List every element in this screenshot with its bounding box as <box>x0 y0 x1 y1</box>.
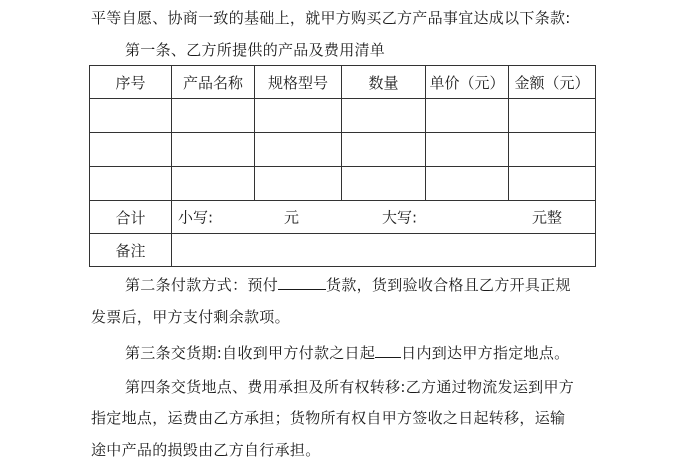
intro-text: 平等自愿、协商一致的基础上，就甲方购买乙方产品事宜达成以下条款: <box>91 9 571 27</box>
table-row <box>90 99 596 133</box>
remark-cell <box>172 234 596 267</box>
header-spec-model: 规格型号 <box>255 66 342 99</box>
table-cell <box>426 99 509 133</box>
total-row <box>90 201 596 234</box>
article3-line <box>125 342 569 363</box>
article1-title: 第一条、乙方所提供的产品及费用清单 <box>125 41 386 59</box>
upper-amount-unit: 元整 <box>532 208 563 227</box>
table-row <box>90 133 596 167</box>
article2-prefix: 第二条付款方式：预付 <box>125 276 279 294</box>
table-cell <box>426 167 509 201</box>
article4-line2: 指定地点，运费由乙方承担；货物所有权自甲方签收之日起转移，运输 <box>91 409 566 427</box>
table-cell <box>255 167 342 201</box>
header-amount: 金额（元） <box>509 66 596 99</box>
table-cell <box>90 99 172 133</box>
header-product-name: 产品名称 <box>172 66 255 99</box>
table-cell <box>172 133 255 167</box>
article4-line1: 第四条交货地点、费用承担及所有权转移:乙方通过物流发运到甲方 <box>125 378 575 396</box>
table-cell <box>342 133 426 167</box>
table-cell <box>342 167 426 201</box>
remark-label: 备注 <box>90 234 172 267</box>
table-cell <box>426 133 509 167</box>
lower-amount-unit: 元 <box>284 208 300 227</box>
article3-prefix: 第三条交货期:自收到甲方付款之日起 <box>125 344 376 362</box>
table-cell <box>172 167 255 201</box>
table-cell <box>509 167 596 201</box>
prepay-blank <box>278 275 326 290</box>
header-serial: 序号 <box>90 66 172 99</box>
header-unit-price: 单价（元） <box>426 66 509 99</box>
lower-amount-label: 小写: <box>178 208 214 227</box>
remark-row <box>90 234 596 267</box>
table-cell <box>90 133 172 167</box>
table-cell <box>509 99 596 133</box>
table-header-row <box>90 66 596 99</box>
header-quantity: 数量 <box>342 66 426 99</box>
table-cell <box>90 167 172 201</box>
total-amount-cell <box>172 201 596 234</box>
table-cell <box>255 133 342 167</box>
total-label: 合计 <box>90 201 172 234</box>
article2-line2: 发票后，甲方支付剩余款项。 <box>91 308 290 326</box>
table-cell <box>509 133 596 167</box>
table-cell <box>172 99 255 133</box>
upper-amount-label: 大写: <box>382 208 418 227</box>
article4-line3: 途中产品的损毁由乙方自行承担。 <box>91 441 321 459</box>
article3-suffix: 日内到达甲方指定地点。 <box>401 344 570 362</box>
article2-line1 <box>125 274 571 295</box>
table-cell <box>255 99 342 133</box>
product-fee-table <box>89 65 596 267</box>
table-row <box>90 167 596 201</box>
table-cell <box>342 99 426 133</box>
delivery-days-blank <box>375 343 401 358</box>
article2-suffix: 货款，货到验收合格且乙方开具正规 <box>326 276 571 294</box>
